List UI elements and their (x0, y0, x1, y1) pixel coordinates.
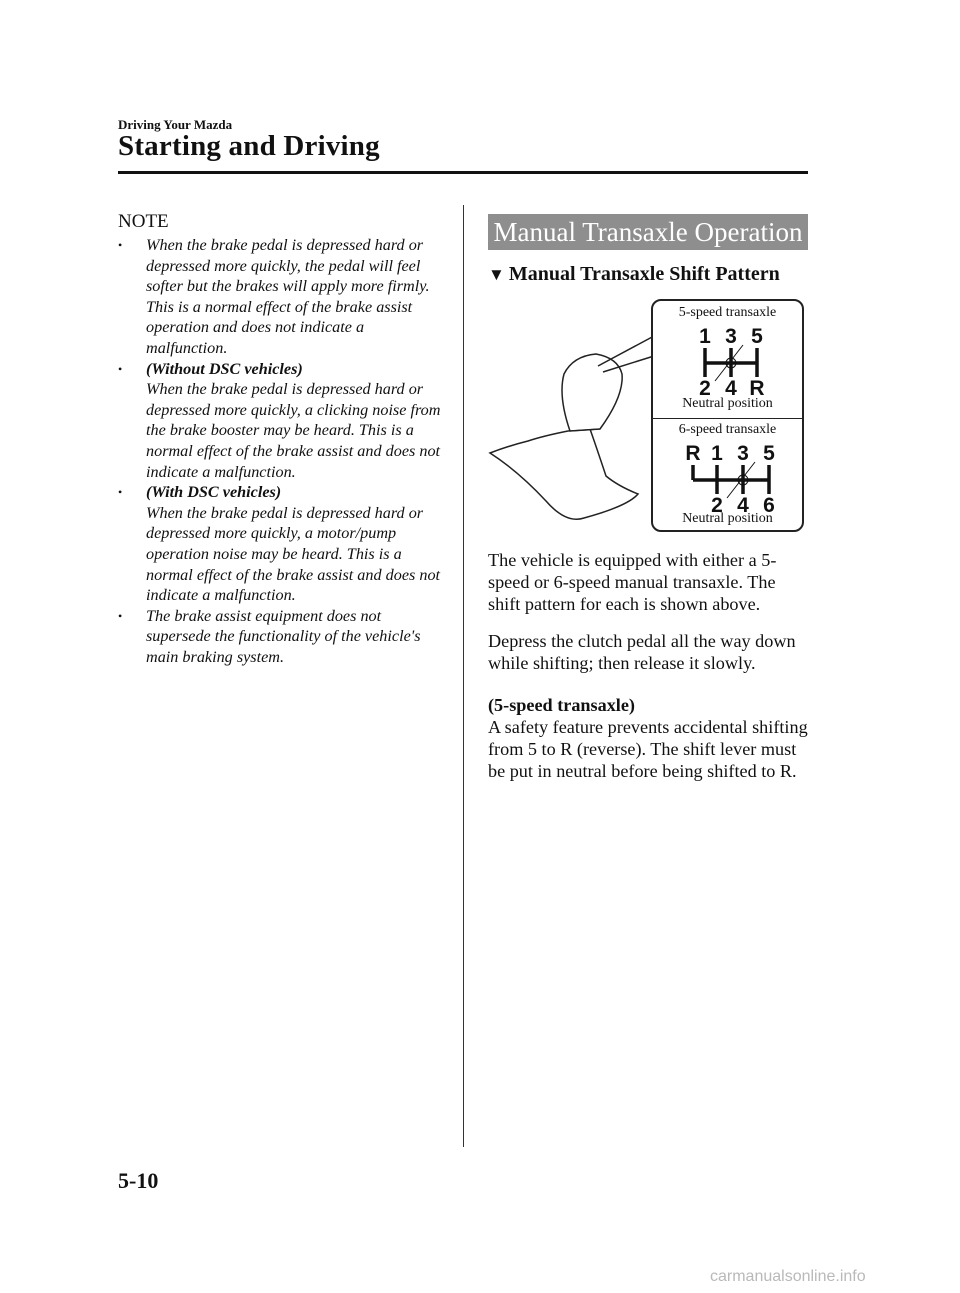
paragraph (488, 694, 810, 782)
paragraph-text: A safety feature prevents accidental shifting from 5 to R (reverse). The shift lever must be put in neutral before being shifted to R. (488, 717, 808, 781)
gear-label: 5 (763, 442, 775, 465)
gear-label: R (685, 442, 701, 465)
note-text: When the brake pedal is depressed hard or depressed more quickly, the pedal will feel softer but the brakes will apply more firmly. This is a normal effect of the brake assist operation and does not indicate a malfunction. (146, 236, 430, 357)
paragraph: The vehicle is equipped with either a 5-speed or 6-speed manual transaxle. The shift pattern for each is shown above. (488, 550, 777, 614)
note-heading: NOTE (118, 211, 169, 232)
gear-label: 3 (725, 325, 737, 348)
page-title: Starting and Driving (118, 130, 380, 162)
watermark: carmanualsonline.info (710, 1268, 866, 1285)
note-item (118, 235, 448, 359)
triangle-icon: ▼ (488, 265, 505, 284)
gear-label: 4 (737, 494, 749, 517)
bullet-icon: • (118, 485, 123, 500)
gear-label: R (749, 377, 765, 400)
five-speed-neutral-label: Neutral position (682, 396, 773, 411)
bullet-icon: • (118, 608, 123, 623)
note-text: When the brake pedal is depressed hard or depressed more quickly, a motor/pump operation noise may be heard. This is a normal effect of the brake assist and does not indicate a malfunction. (146, 503, 441, 605)
column-divider (463, 205, 464, 1147)
gear-label: 2 (699, 377, 711, 400)
gear-label: 1 (711, 442, 723, 465)
subsection-heading (488, 263, 780, 286)
chapter-label: Driving Your Mazda (118, 117, 233, 132)
paragraph: Depress the clutch pedal all the way down while shifting; then release it slowly. (488, 631, 796, 673)
note-item (118, 606, 448, 668)
note-lead: (With DSC vehicles) (146, 483, 282, 502)
note-lead: (Without DSC vehicles) (146, 359, 303, 378)
shift-pattern-box (651, 299, 804, 532)
note-list (118, 235, 448, 667)
gear-label: 6 (763, 494, 775, 517)
shift-pattern-figure (488, 296, 808, 536)
box-divider (653, 418, 802, 419)
paragraph-lead: (5-speed transaxle) (488, 695, 635, 715)
gear-label: 2 (711, 494, 723, 517)
gear-label: 5 (751, 325, 763, 348)
subsection-heading-text: Manual Transaxle Shift Pattern (508, 263, 780, 285)
bullet-icon: • (118, 361, 123, 376)
section-banner: Manual Transaxle Operation (488, 214, 808, 250)
gear-label: 4 (725, 377, 737, 400)
note-item (118, 482, 448, 606)
six-speed-neutral-label: Neutral position (682, 511, 773, 526)
bullet-icon: • (118, 238, 123, 252)
gear-label: 1 (699, 325, 711, 348)
five-speed-pattern (653, 323, 802, 407)
note-item (118, 359, 448, 483)
note-text: The brake assist equipment does not supersede the functionality of the vehicle's main braking system. (146, 606, 421, 666)
header-divider (118, 171, 808, 174)
five-speed-label: 5-speed transaxle (678, 305, 777, 320)
six-speed-label: 6-speed transaxle (678, 422, 777, 437)
note-text: When the brake pedal is depressed hard or depressed more quickly, a clicking noise from the brake booster may be heard. This is a normal effect of the brake assist and does not indicate a malfunction. (146, 380, 441, 481)
page-number: 5-10 (118, 1168, 159, 1193)
gear-label: 3 (737, 442, 749, 465)
